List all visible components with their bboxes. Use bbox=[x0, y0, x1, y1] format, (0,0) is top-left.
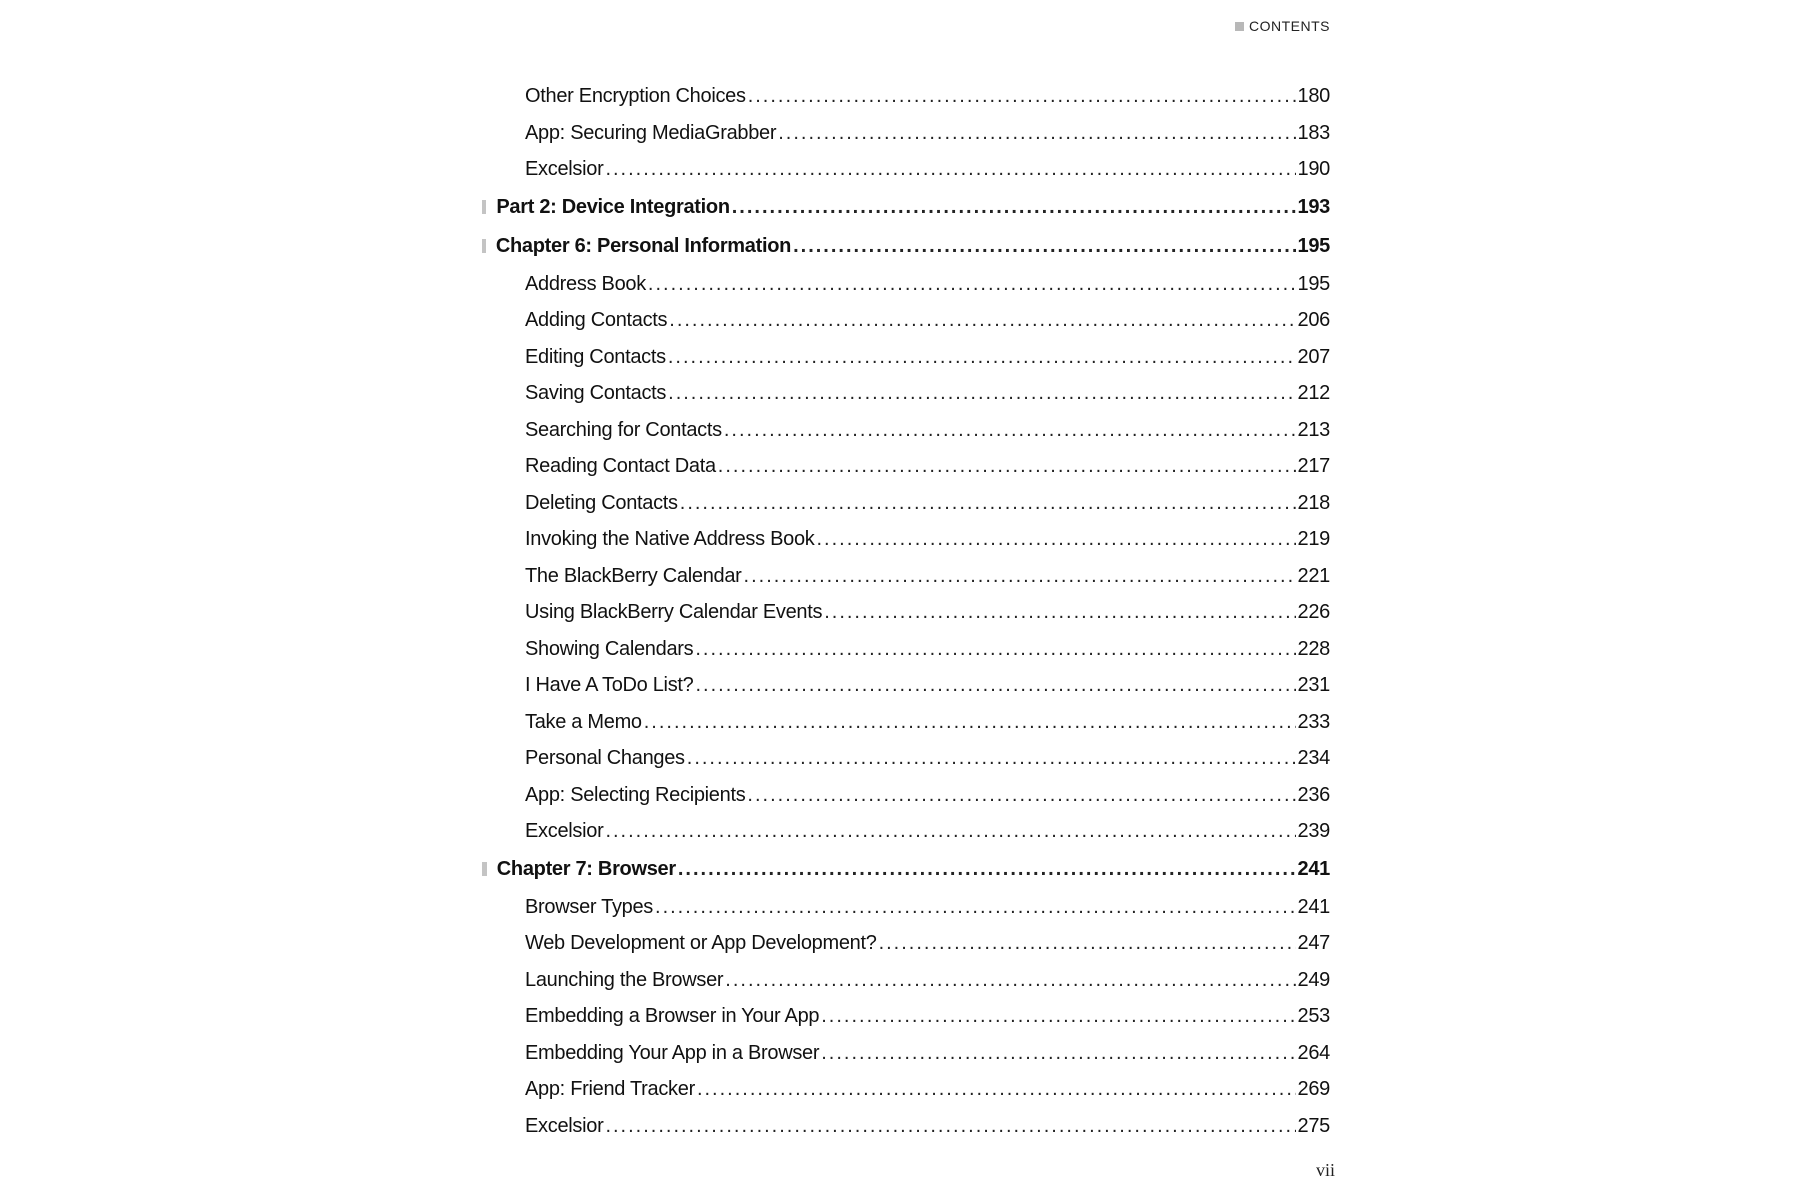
running-header bbox=[1235, 18, 1330, 34]
toc-entry-page-number: 206 bbox=[1297, 309, 1330, 331]
toc-entry-page-number: 275 bbox=[1297, 1114, 1330, 1137]
toc-section-entry[interactable] bbox=[482, 375, 1330, 412]
toc-entry-page-number: 264 bbox=[1297, 1041, 1330, 1064]
toc-entry-page-number: 269 bbox=[1297, 1078, 1330, 1100]
toc-section-entry[interactable] bbox=[482, 889, 1330, 926]
dot-leader bbox=[695, 631, 1295, 668]
dot-leader bbox=[695, 667, 1295, 704]
toc-entry-page-number: 253 bbox=[1297, 1005, 1330, 1027]
toc-entry-title: Excelsior bbox=[525, 820, 604, 842]
chapter-square-marker-icon bbox=[482, 200, 486, 214]
dot-leader bbox=[678, 850, 1296, 889]
dot-leader bbox=[879, 925, 1296, 962]
toc-section-entry[interactable] bbox=[482, 115, 1330, 152]
toc-entry-page-number: 231 bbox=[1297, 674, 1330, 696]
toc-entry-title: Other Encryption Choices bbox=[525, 85, 746, 107]
toc-entry-title: Embedding a Browser in Your App bbox=[525, 1005, 820, 1027]
toc-entry-title: Web Development or App Development? bbox=[525, 932, 877, 954]
dot-leader bbox=[605, 1108, 1295, 1145]
page-number: vii bbox=[1315, 1160, 1335, 1180]
dot-leader bbox=[687, 740, 1296, 777]
toc-entry-title: Showing Calendars bbox=[525, 637, 694, 660]
dot-leader bbox=[747, 777, 1295, 814]
toc-entry-title: Using BlackBerry Calendar Events bbox=[525, 601, 823, 623]
toc-entry-title: App: Selecting Recipients bbox=[525, 783, 746, 806]
toc-entry-title: Personal Changes bbox=[525, 747, 685, 769]
toc-entry-title: Excelsior bbox=[525, 158, 604, 180]
dot-leader bbox=[680, 485, 1296, 522]
dot-leader bbox=[821, 998, 1295, 1035]
dot-leader bbox=[668, 375, 1295, 412]
chapter-square-marker-icon bbox=[482, 862, 487, 876]
toc-entry-page-number: 193 bbox=[1297, 195, 1330, 218]
dot-leader bbox=[669, 302, 1295, 339]
dot-leader bbox=[724, 412, 1296, 449]
toc-section-entry[interactable] bbox=[482, 925, 1330, 962]
toc-entry-title: Browser Types bbox=[525, 895, 654, 918]
dot-leader bbox=[718, 448, 1296, 485]
dot-leader bbox=[748, 78, 1296, 115]
toc-entry-title: Chapter 7: Browser bbox=[496, 857, 676, 880]
toc-section-entry[interactable] bbox=[482, 485, 1330, 522]
toc-entry-page-number: 241 bbox=[1297, 857, 1330, 880]
toc-entry-page-number: 207 bbox=[1297, 345, 1330, 368]
toc-section-entry[interactable] bbox=[482, 266, 1330, 303]
toc-section-entry[interactable] bbox=[482, 448, 1330, 485]
toc-entry-page-number: 241 bbox=[1297, 895, 1330, 918]
toc-entry-title: Address Book bbox=[525, 272, 646, 295]
toc-entry-title: I Have A ToDo List? bbox=[525, 674, 694, 696]
toc-section-entry[interactable] bbox=[482, 998, 1330, 1035]
toc-section-entry[interactable] bbox=[482, 151, 1330, 188]
dot-leader bbox=[816, 521, 1295, 558]
toc-section-entry[interactable] bbox=[482, 412, 1330, 449]
toc-entry-title: Part 2: Device Integration bbox=[496, 195, 730, 218]
toc-entry-page-number: 190 bbox=[1297, 158, 1330, 180]
toc-entry-page-number: 221 bbox=[1297, 564, 1330, 587]
toc-entry-title: Saving Contacts bbox=[525, 382, 667, 404]
toc-chapter-entry[interactable] bbox=[482, 188, 1330, 227]
toc-entry-page-number: 219 bbox=[1297, 528, 1330, 550]
dot-leader bbox=[644, 704, 1296, 741]
toc-section-entry[interactable] bbox=[482, 339, 1330, 376]
toc-entry-title: Reading Contact Data bbox=[525, 455, 716, 477]
toc-entry-title: The BlackBerry Calendar bbox=[525, 564, 742, 587]
toc-entry-title: Deleting Contacts bbox=[525, 491, 678, 514]
dot-leader bbox=[648, 266, 1296, 303]
toc-entry-title: Embedding Your App in a Browser bbox=[525, 1041, 820, 1064]
toc-entry-title: Excelsior bbox=[525, 1114, 604, 1137]
dot-leader bbox=[821, 1035, 1295, 1072]
toc-section-entry[interactable] bbox=[482, 558, 1330, 595]
toc-section-entry[interactable] bbox=[482, 1035, 1330, 1072]
toc-entry-title: Invoking the Native Address Book bbox=[525, 528, 815, 550]
toc-section-entry[interactable] bbox=[482, 962, 1330, 999]
chapter-square-marker-icon bbox=[482, 239, 486, 253]
header-square-marker-icon bbox=[1235, 22, 1244, 31]
dot-leader bbox=[744, 558, 1296, 595]
dot-leader bbox=[697, 1071, 1296, 1108]
toc-entry-title: Searching for Contacts bbox=[525, 418, 722, 441]
toc-entry-page-number: 247 bbox=[1297, 932, 1330, 954]
toc-section-entry[interactable] bbox=[482, 740, 1330, 777]
toc-entry-page-number: 234 bbox=[1297, 747, 1330, 769]
toc-section-entry[interactable] bbox=[482, 78, 1330, 115]
toc-entry-page-number: 195 bbox=[1297, 272, 1330, 295]
dot-leader bbox=[778, 115, 1295, 152]
toc-section-entry[interactable] bbox=[482, 521, 1330, 558]
toc-section-entry[interactable] bbox=[482, 631, 1330, 668]
toc-section-entry[interactable] bbox=[482, 1071, 1330, 1108]
toc-section-entry[interactable] bbox=[482, 1108, 1330, 1145]
toc-entry-page-number: 233 bbox=[1297, 710, 1330, 733]
toc-entry-page-number: 217 bbox=[1297, 455, 1330, 477]
toc-entry-page-number: 195 bbox=[1297, 234, 1330, 257]
toc-entry-title: Adding Contacts bbox=[525, 309, 668, 331]
toc-entry-title: App: Friend Tracker bbox=[525, 1078, 695, 1100]
toc-entry-title: App: Securing MediaGrabber bbox=[525, 121, 777, 144]
toc-entry-title: Launching the Browser bbox=[525, 968, 724, 991]
toc-entry-title: Editing Contacts bbox=[525, 345, 666, 368]
toc-section-entry[interactable] bbox=[482, 813, 1330, 850]
toc-entry-title: Chapter 6: Personal Information bbox=[495, 234, 792, 257]
toc-section-entry[interactable] bbox=[482, 704, 1330, 741]
toc-entry-page-number: 213 bbox=[1297, 418, 1330, 441]
toc-entry-page-number: 180 bbox=[1297, 85, 1330, 107]
dot-leader bbox=[824, 594, 1295, 631]
toc-entry-page-number: 183 bbox=[1297, 121, 1330, 144]
table-of-contents bbox=[482, 78, 1330, 1144]
toc-entry-page-number: 228 bbox=[1297, 637, 1330, 660]
dot-leader bbox=[732, 188, 1296, 227]
toc-entry-page-number: 239 bbox=[1297, 820, 1330, 842]
toc-chapter-entry[interactable] bbox=[482, 227, 1330, 266]
toc-entry-page-number: 218 bbox=[1297, 491, 1330, 514]
dot-leader bbox=[605, 151, 1295, 188]
toc-entry-page-number: 249 bbox=[1297, 968, 1330, 991]
dot-leader bbox=[605, 813, 1295, 850]
dot-leader bbox=[668, 339, 1296, 376]
toc-entry-page-number: 212 bbox=[1297, 382, 1330, 404]
toc-section-entry[interactable] bbox=[482, 667, 1330, 704]
toc-section-entry[interactable] bbox=[482, 777, 1330, 814]
toc-section-entry[interactable] bbox=[482, 594, 1330, 631]
toc-entry-page-number: 236 bbox=[1297, 783, 1330, 806]
toc-entry-title: Take a Memo bbox=[525, 710, 642, 733]
toc-section-entry[interactable] bbox=[482, 302, 1330, 339]
toc-entry-page-number: 226 bbox=[1297, 601, 1330, 623]
dot-leader bbox=[655, 889, 1296, 926]
toc-chapter-entry[interactable] bbox=[482, 850, 1330, 889]
dot-leader bbox=[725, 962, 1295, 999]
dot-leader bbox=[793, 227, 1295, 266]
running-header-title: CONTENTS bbox=[1249, 18, 1330, 34]
